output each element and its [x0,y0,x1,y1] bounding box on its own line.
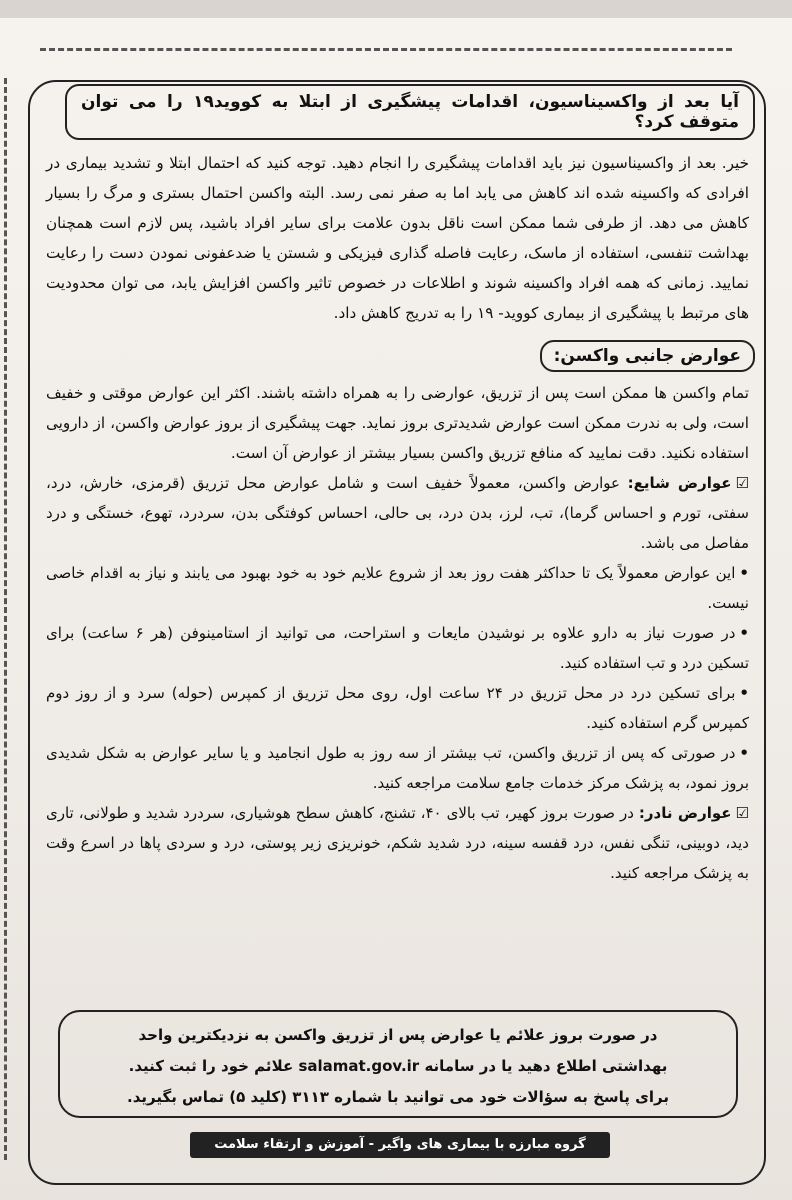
check-circle-icon: ☑ [735,804,749,822]
cut-line-top [40,48,732,51]
question-answer: خیر. بعد از واکسیناسیون نیز باید اقدامات پیشگیری را انجام دهید. توجه کنید که احتمال ابتلا و تشدید بیماری در افرادی که واکسینه شده اند کاهش می یابد اما به صفر نمی رسد. البته واکسن احتمال بستری و مرگ را بسیار کاهش می دهد. از طرفی شما ممکن است ناقل بدون علامت برای سایر افراد باشید، پس لازم است همچنان بهداشت تنفسی، استفاده از ماسک، رعایت فاصله گذاری فیزیکی و شستن یا ضدعفونی نمودن دست را رعایت نمایید. زمانی که همه افراد واکسینه شوند و اطلاعات در خصوص تاثیر واکسن افزایش یابد، می توان محدودیت های مرتبط با پیشگیری از بیماری کووید- ۱۹ را به تدریج کاهش داد. [46,154,749,322]
report-notice-box [58,1010,738,1118]
common-effects-text: عوارض واکسن، معمولاً خفیف است و شامل عوارض محل تزریق (قرمزی، خارش، درد، سفتی، تورم و احساس گرما)، تب، لرز، بدن درد، بی حالی، احساس کوفتگی بدن، سردرد، تهوع، خستگی و درد مفاصل می باشد. [46,474,749,552]
list-item [46,678,749,738]
list-item [46,618,749,678]
common-effects-item [46,468,749,558]
notice-line-2: بهداشتی اطلاع دهید یا در سامانه salamat.gov.ir علائم خود را ثبت کنید. [128,1057,668,1075]
bullet-icon: • [739,564,749,582]
bullet-text: برای تسکین درد در محل تزریق در ۲۴ ساعت اول، روی محل تزریق از کمپرس (حوله) سرد و از روز دوم کمپرس گرم استفاده کنید. [46,684,749,732]
leaflet-content [40,70,755,1160]
notice-line-3: برای پاسخ به سؤالات خود می توانید با شماره ۳۱۱۳ (کلید ۵) تماس بگیرید. [127,1088,669,1106]
bullet-icon: • [739,624,749,642]
rare-effects-item [46,798,749,888]
rare-effects-text: در صورت بروز کهیر، تب بالای ۴۰، تشنج، کاهش سطح هوشیاری، سردرد شدید و طولانی، تاری دید، دوبینی، تنگی نفس، درد قفسه سینه، درد شدید شکم، خونریزی زیر پوستی، درد و سردی پاها در اسرع وقت به پزشک مراجعه کنید. [46,804,749,882]
bullet-text: این عوارض معمولاً یک تا حداکثر هفت روز بعد از شروع علایم خود به خود بهبود می یابند و نیاز به اقدام خاصی نیست. [46,564,749,612]
footer-banner: گروه مبارزه با بیماری های واگیر - آموزش و ارتقاء سلامت [190,1132,610,1158]
question-title: آیا بعد از واکسیناسیون، اقدامات پیشگیری از ابتلا به کووید۱۹ را می توان متوقف کرد؟ [65,84,755,140]
list-item [46,738,749,798]
rare-effects-label: عوارض نادر: [638,804,732,822]
bullet-text: در صورتی که پس از تزریق واکسن، تب بیشتر از سه روز به طول انجامید و یا سایر عوارض به شکل شدیدی بروز نمود، به پزشک مرکز خدمات جامع سلامت مراجعه کنید. [46,744,749,792]
bullet-text: در صورت نیاز به دارو علاوه بر نوشیدن مایعات و استراحت، می توانید از استامینوفن (هر ۶ ساعت) برای تسکین درد و تب استفاده کنید. [46,624,749,672]
bullet-icon: • [739,744,749,762]
side-effects-intro: تمام واکسن ها ممکن است پس از تزریق، عوارضی را به همراه داشته باشند. اکثر این عوارض موقتی و خفیف است، ولی به ندرت ممکن است عوارض شدیدتری بروز نماید. جهت پیشگیری از بروز عوارض واکسن، از دارویی استفاده نکنید. دقت نمایید که منافع تزریق واکسن بسیار بیشتر از عوارض آن است. [46,384,749,462]
side-effects-heading: عوارض جانبی واکسن: [540,340,755,372]
cut-line-left [4,78,7,1160]
check-circle-icon: ☑ [735,474,749,492]
notice-line-1: در صورت بروز علائم یا عوارض پس از تزریق واکسن به نزدیکترین واحد [138,1026,658,1044]
bullet-icon: • [739,684,749,702]
common-effects-label: عوارض شایع: [627,474,732,492]
list-item [46,558,749,618]
